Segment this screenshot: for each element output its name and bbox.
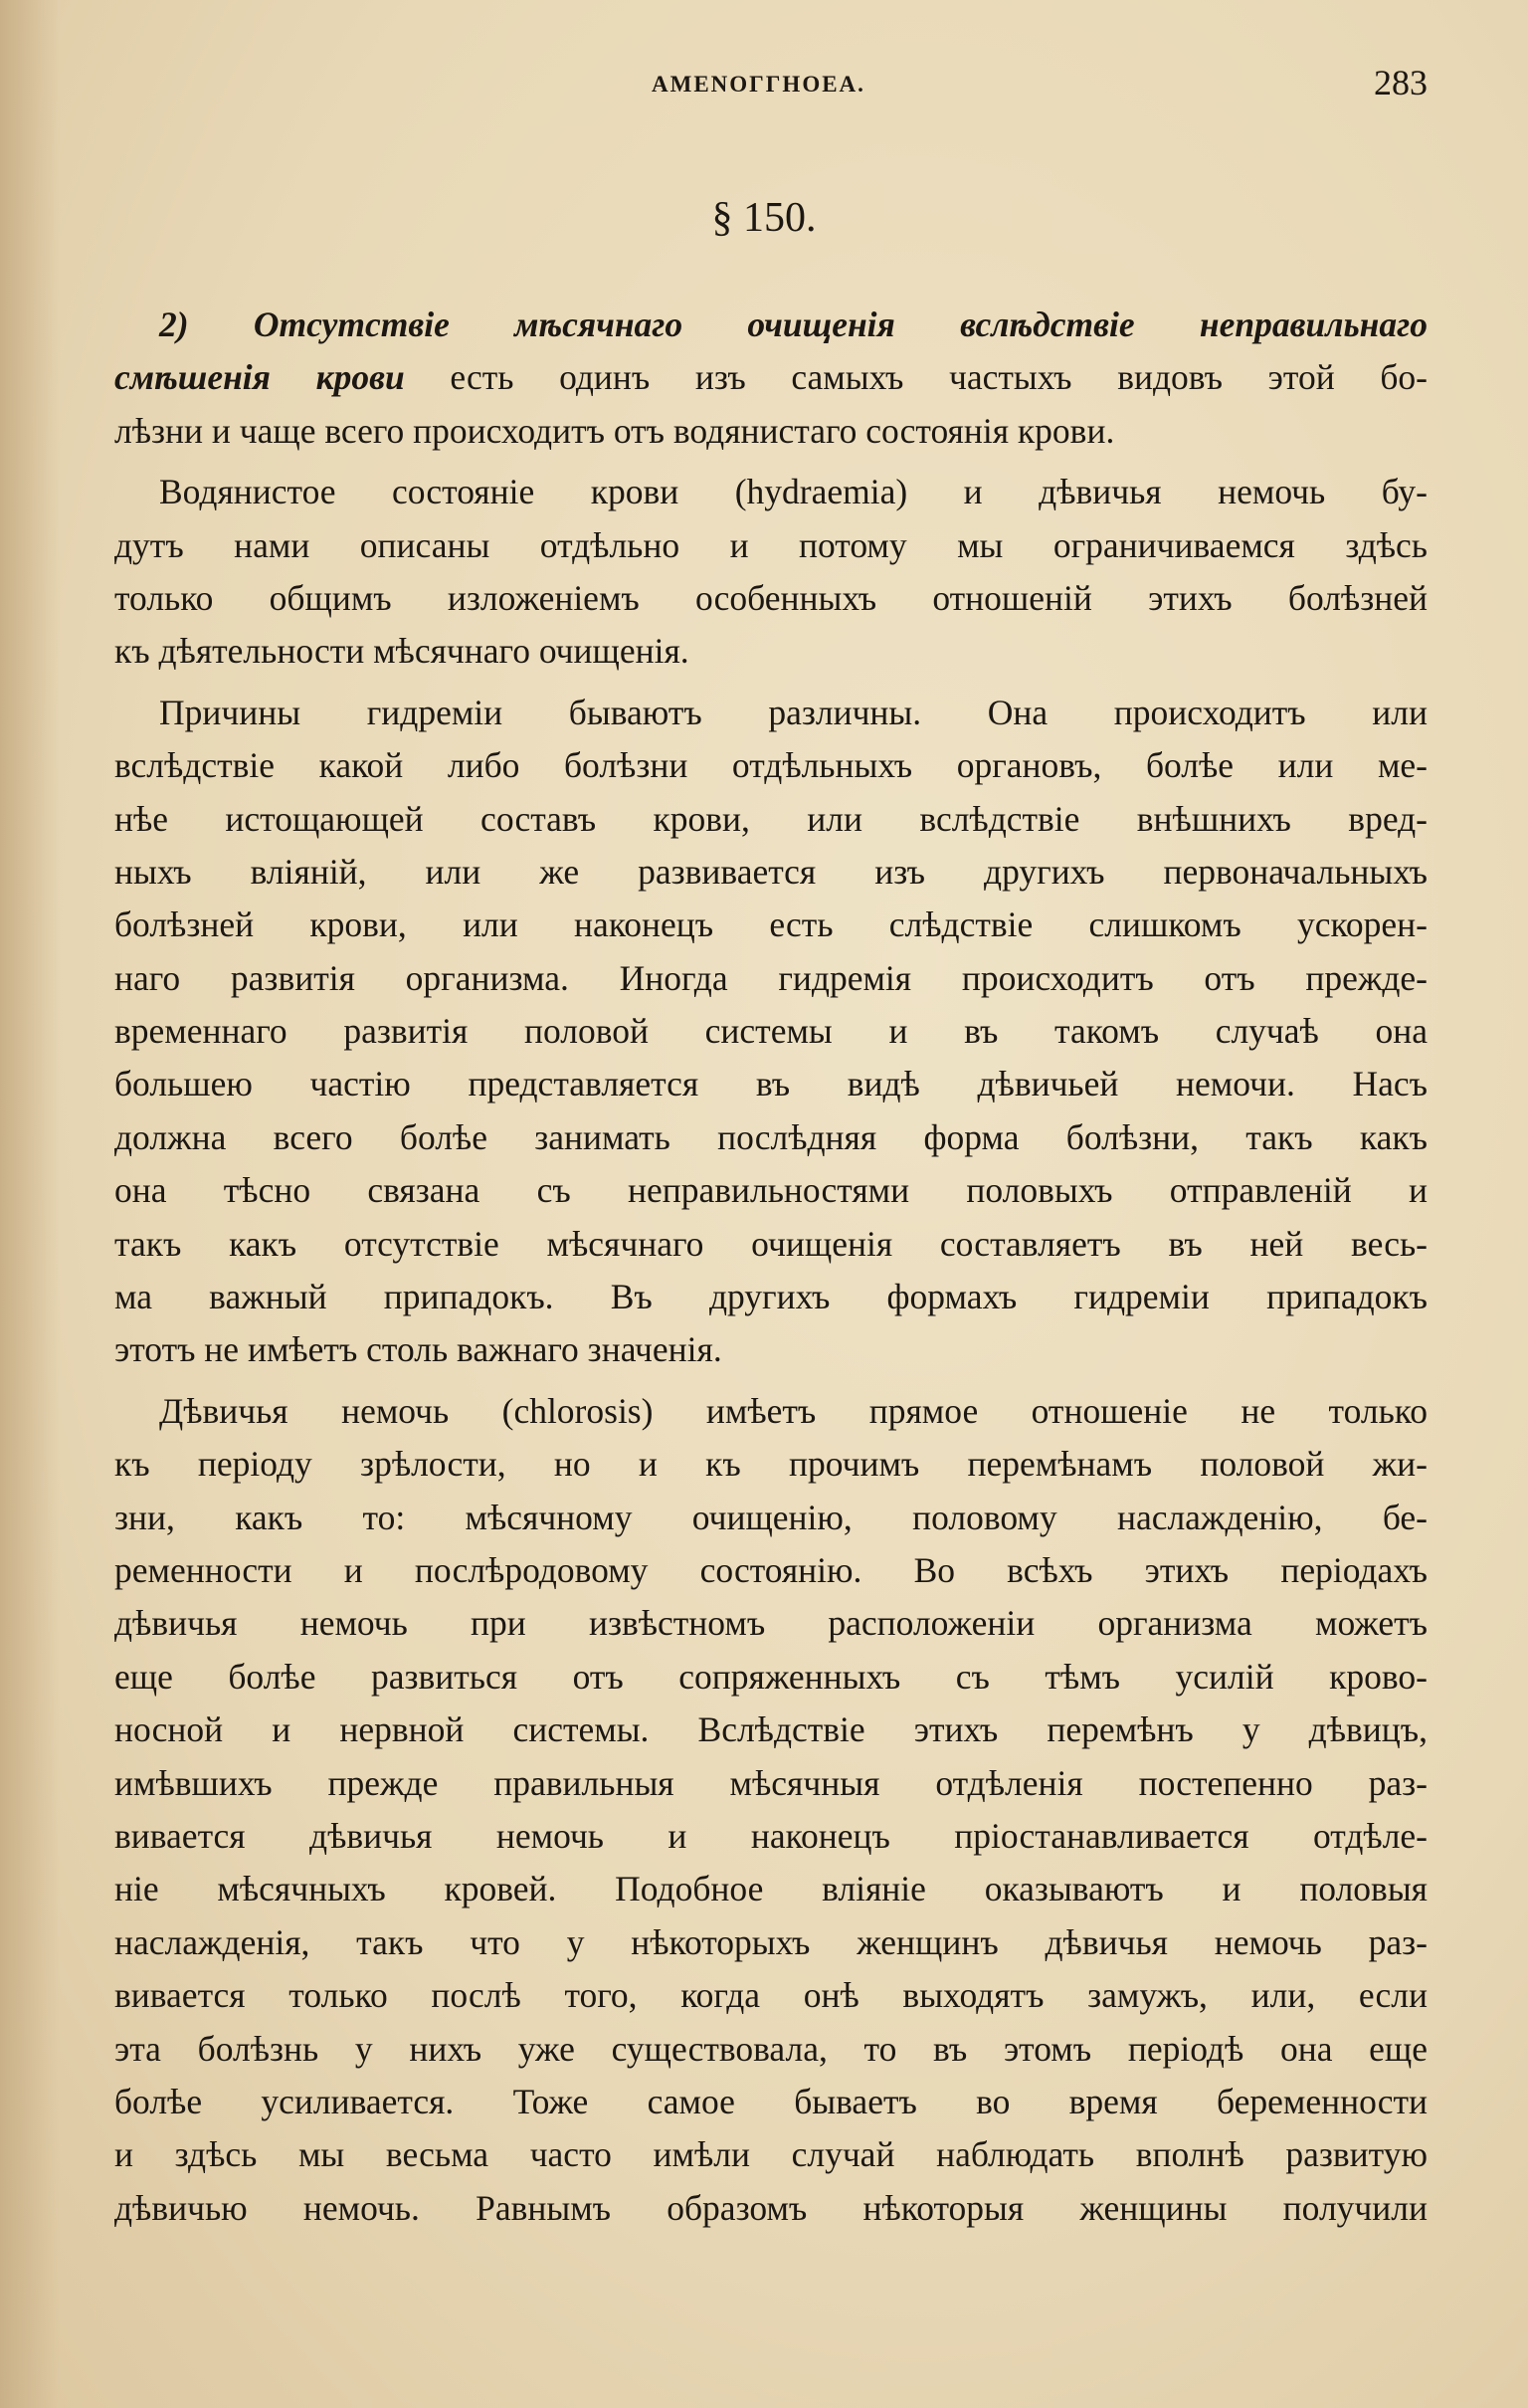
- page-number: 283: [1374, 63, 1428, 102]
- text-line: 2) Отсутствіе мѣсячнаго очищенія вслѣдствіе неправильнаго: [159, 304, 1428, 344]
- running-title: AMENOГГHOEA.: [652, 72, 865, 97]
- text-line: она тѣсно связана съ неправильностями половыхъ отправленій и: [114, 1170, 1428, 1211]
- text-line: нѣе истощающей составъ крови, или вслѣдствіе внѣшнихъ вред-: [114, 798, 1428, 839]
- body-text: [114, 299, 1428, 2235]
- text-line: наго развитія организма. Иногда гидремія происходитъ отъ прежде-: [114, 957, 1428, 998]
- text-line: временнаго развитія половой системы и въ такомъ случаѣ она: [114, 1011, 1428, 1052]
- text-line: ніе мѣсячныхъ кровей. Подобное вліяніе оказываютъ и половыя: [114, 1869, 1428, 1909]
- text-line: такъ какъ отсутствіе мѣсячнаго очищенія составляетъ въ ней весь-: [114, 1223, 1428, 1264]
- text-line: вивается дѣвичья немочь и наконецъ пріостанавливается отдѣле-: [114, 1815, 1428, 1856]
- section-heading: § 150.: [711, 195, 817, 241]
- text-line: эта болѣзнь у нихъ уже существовала, то въ этомъ періодѣ она еще: [114, 2028, 1428, 2069]
- text-line: ременности и послѣродовому состоянію. Во всѣхъ этихъ періодахъ: [114, 1549, 1428, 1590]
- text-line: вслѣдствіе какой либо болѣзни отдѣльныхъ органовъ, болѣе или ме-: [114, 745, 1428, 786]
- text-line: къ періоду зрѣлости, но и къ прочимъ перемѣнамъ половой жи-: [114, 1444, 1428, 1485]
- text-line: Водянистое состояніе крови (hydraemia) и дѣвичья немочь бу-: [159, 472, 1428, 512]
- text-line: смѣшенія крови есть одинъ изъ самыхъ частыхъ видовъ этой бо-: [114, 357, 1428, 398]
- text-line: къ дѣятельности мѣсячнаго очищенія.: [114, 631, 689, 672]
- text-line: носной и нервной системы. Вслѣдствіе этихъ перемѣнъ у дѣвицъ,: [114, 1709, 1428, 1750]
- text-line: ныхъ вліяній, или же развивается изъ другихъ первоначальныхъ: [114, 851, 1428, 892]
- text-line: Причины гидреміи бываютъ различны. Она происходитъ или: [159, 692, 1428, 732]
- text-line: должна всего болѣе занимать послѣдняя форма болѣзни, такъ какъ: [114, 1116, 1428, 1157]
- text-line: болѣзней крови, или наконецъ есть слѣдствіе слишкомъ ускорен-: [114, 904, 1428, 945]
- text-line: этотъ не имѣетъ столь важнаго значенія.: [114, 1329, 722, 1370]
- text-line: только общимъ изложеніемъ особенныхъ отношеній этихъ болѣзней: [114, 577, 1428, 618]
- text-line: Дѣвичья немочь (chlorosis) имѣетъ прямое отношеніе не только: [159, 1390, 1428, 1431]
- text-line: зни, какъ то: мѣсячному очищенію, половому наслажденію, бе-: [114, 1497, 1428, 1537]
- text-line: дѣвичью немочь. Равнымъ образомъ нѣкоторыя женщины получили: [114, 2187, 1428, 2228]
- text-line: и здѣсь мы весьма часто имѣли случай наблюдать вполнѣ развитую: [114, 2134, 1428, 2175]
- text-line: большею частію представляется въ видѣ дѣвичьей немочи. Насъ: [114, 1064, 1428, 1104]
- running-head: [114, 63, 1428, 115]
- text-line: дѣвичья немочь при извѣстномъ расположеніи организма можетъ: [114, 1603, 1428, 1644]
- text-line: дутъ нами описаны отдѣльно и потому мы ограничиваемся здѣсь: [114, 524, 1428, 565]
- text-line: вивается только послѣ того, когда онѣ выходятъ замужъ, или, если: [114, 1975, 1428, 2016]
- text-line: еще болѣе развиться отъ сопряженныхъ съ тѣмъ усилій крово-: [114, 1656, 1428, 1697]
- page-gutter-shadow: [0, 0, 60, 2408]
- text-line: лѣзни и чаще всего происходитъ отъ водянистаго состоянія крови.: [114, 410, 1115, 451]
- text-line: имѣвшихъ прежде правильныя мѣсячныя отдѣленія постепенно раз-: [114, 1762, 1428, 1803]
- text-line: болѣе усиливается. Тоже самое бываетъ во время беременности: [114, 2081, 1428, 2121]
- text-line: ма важный припадокъ. Въ другихъ формахъ гидреміи припадокъ: [114, 1277, 1428, 1317]
- text-line: наслажденія, такъ что у нѣкоторыхъ женщинъ дѣвичья немочь раз-: [114, 1921, 1428, 1962]
